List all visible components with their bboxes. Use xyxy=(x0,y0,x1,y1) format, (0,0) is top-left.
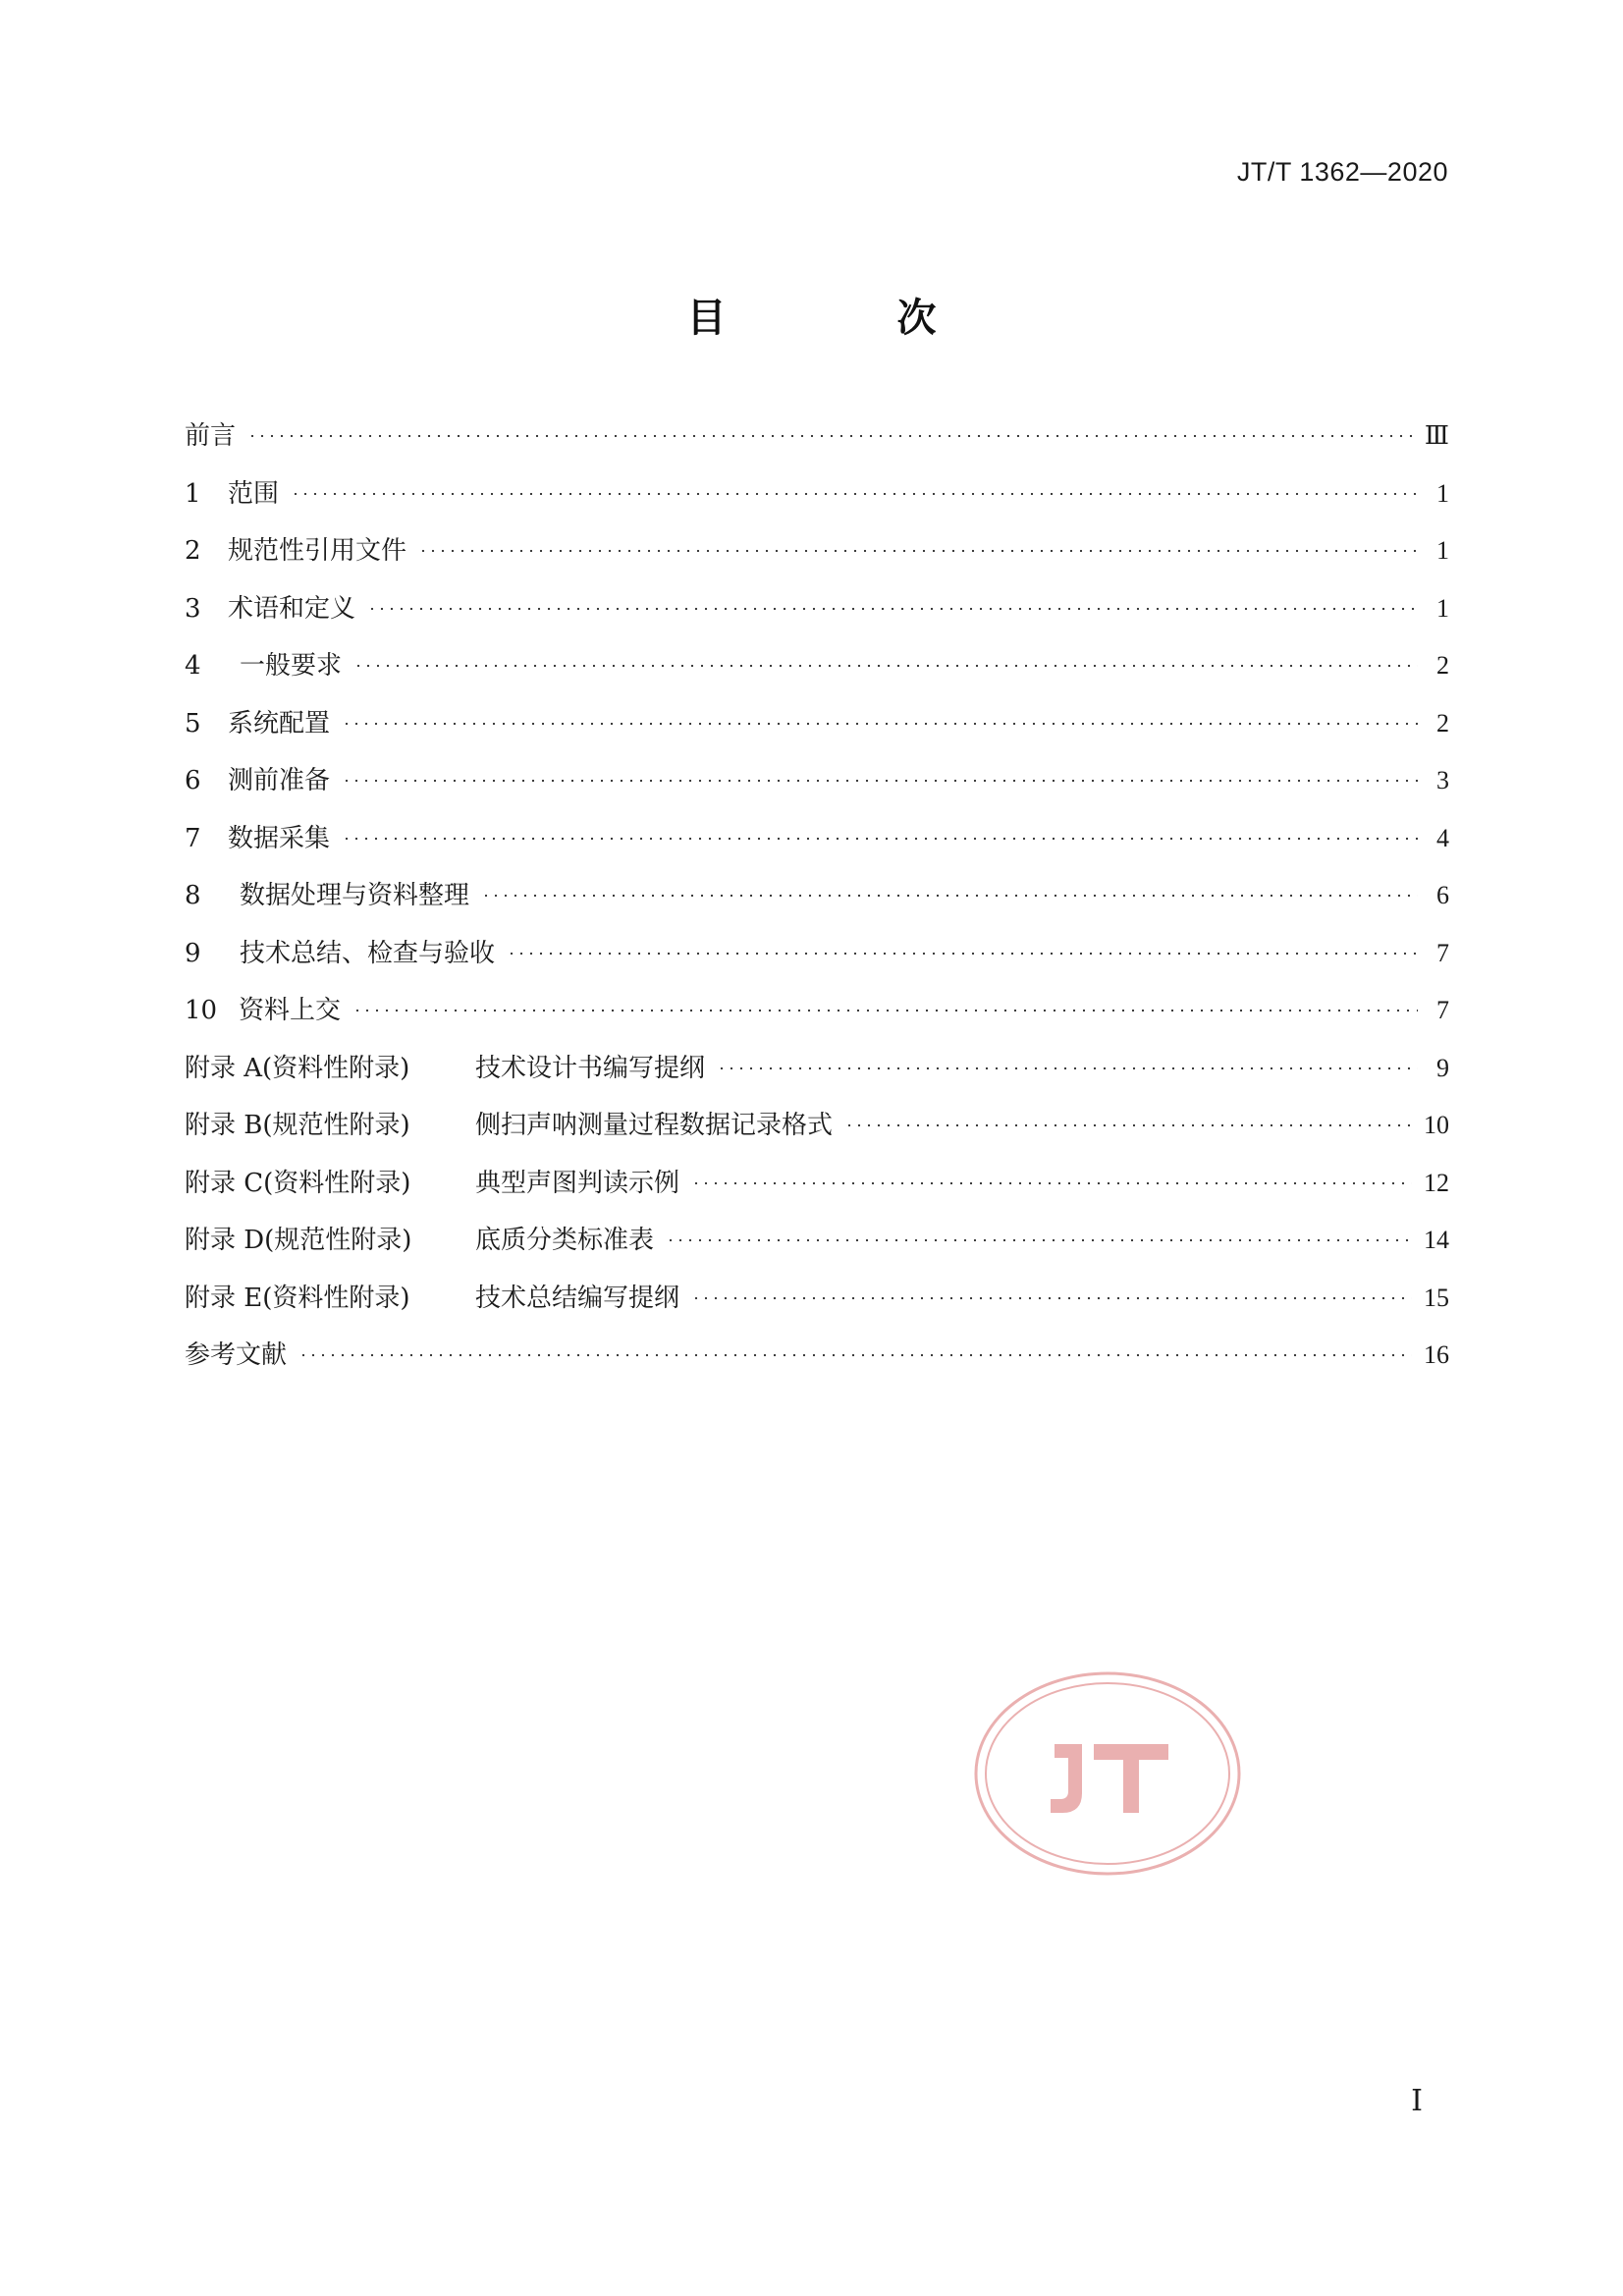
dot-leader xyxy=(691,1296,1412,1300)
dot-leader xyxy=(481,894,1418,898)
toc-entry-label: 系统配置 xyxy=(228,708,331,738)
toc-entry-number: 1 xyxy=(185,478,201,509)
toc-entry-page: 10 xyxy=(1424,1111,1449,1139)
toc-entry-number: 7 xyxy=(185,823,201,853)
dot-leader xyxy=(342,837,1418,841)
toc-entry-number: 3 xyxy=(185,593,201,624)
toc-entry-label: 底质分类标准表 xyxy=(475,1226,655,1255)
toc-entry-page: Ⅲ xyxy=(1424,421,1449,450)
toc-entry-number: 6 xyxy=(185,766,201,795)
toc-entry-appendix-e[interactable] xyxy=(185,1283,1449,1340)
toc-entry-label: 资料上交 xyxy=(239,996,342,1025)
toc-entry-page: 9 xyxy=(1436,1053,1449,1082)
dot-leader xyxy=(367,607,1418,611)
toc-entry-page: 14 xyxy=(1424,1226,1449,1254)
appendix-prefix: 附录 C(资料性附录) xyxy=(185,1168,411,1198)
appendix-prefix: 附录 B(规范性附录) xyxy=(185,1111,410,1140)
toc-entry-label: 技术总结、检查与验收 xyxy=(240,938,496,968)
toc-entry-label: 技术设计书编写提纲 xyxy=(475,1053,706,1083)
toc-entry-page: 2 xyxy=(1436,708,1449,738)
dot-leader xyxy=(291,492,1418,496)
toc-entry-page: 1 xyxy=(1436,478,1449,508)
page-title: 目 次 xyxy=(686,296,1015,341)
toc-entry-technical-summary[interactable] xyxy=(185,938,1449,996)
dot-leader xyxy=(717,1066,1418,1070)
toc-entry-page: 12 xyxy=(1424,1168,1449,1197)
toc-entry-label: 术语和定义 xyxy=(228,593,356,624)
toc-entry-appendix-c[interactable] xyxy=(185,1168,1449,1226)
toc-entry-page: 7 xyxy=(1436,938,1449,967)
dot-leader xyxy=(691,1181,1412,1185)
toc-entry-label: 数据采集 xyxy=(228,823,331,853)
toc-entry-appendix-a[interactable] xyxy=(185,1053,1449,1111)
stamp-letter-j xyxy=(1051,1744,1082,1813)
toc-entry-data-acquisition[interactable] xyxy=(185,823,1449,881)
toc-entry-pre-survey-preparation[interactable] xyxy=(185,765,1449,823)
toc-entry-general-requirements[interactable] xyxy=(185,650,1449,708)
toc-entry-system-configuration[interactable] xyxy=(185,708,1449,766)
dot-leader xyxy=(342,779,1418,783)
toc-entry-terms-definitions[interactable] xyxy=(185,593,1449,651)
toc-entry-data-submission[interactable] xyxy=(185,995,1449,1053)
toc-entry-page: 16 xyxy=(1424,1340,1449,1369)
toc-entry-label: 技术总结编写提纲 xyxy=(475,1283,680,1313)
toc-entry-label: 侧扫声呐测量过程数据记录格式 xyxy=(475,1111,834,1140)
stamp-letter-t xyxy=(1094,1744,1168,1813)
stamp-graphic xyxy=(972,1669,1243,1878)
toc-entry-page: 1 xyxy=(1436,593,1449,623)
toc-entry-number: 8 xyxy=(185,881,201,910)
toc-entry-number: 5 xyxy=(185,708,201,738)
toc-entry-data-processing[interactable] xyxy=(185,880,1449,938)
toc-entry-number: 9 xyxy=(185,938,201,968)
page-number: Ⅰ xyxy=(1411,2085,1423,2117)
dot-leader xyxy=(353,664,1418,668)
table-of-contents xyxy=(185,420,1449,1397)
toc-entry-page: 3 xyxy=(1436,766,1449,794)
stamp-outer-ring xyxy=(976,1673,1239,1874)
toc-entry-page: 15 xyxy=(1424,1283,1449,1312)
toc-entry-label: 前言 xyxy=(185,421,237,451)
appendix-prefix: 附录 D(规范性附录) xyxy=(185,1226,412,1255)
toc-entry-label: 典型声图判读示例 xyxy=(475,1168,680,1198)
toc-entry-number: 10 xyxy=(185,996,218,1025)
appendix-prefix: 附录 E(资料性附录) xyxy=(185,1283,410,1313)
toc-entry-label: 范围 xyxy=(228,478,280,509)
dot-leader xyxy=(298,1353,1412,1357)
dot-leader xyxy=(352,1009,1418,1012)
dot-leader xyxy=(507,952,1418,956)
toc-entry-label: 测前准备 xyxy=(228,766,331,795)
dot-leader xyxy=(844,1123,1412,1127)
toc-entry-number: 4 xyxy=(185,651,201,681)
toc-entry-page: 6 xyxy=(1436,881,1449,909)
toc-entry-number: 2 xyxy=(185,536,201,566)
toc-entry-appendix-b[interactable] xyxy=(185,1110,1449,1168)
toc-entry-page: 1 xyxy=(1436,536,1449,565)
dot-leader xyxy=(418,549,1418,553)
toc-entry-scope[interactable] xyxy=(185,478,1449,536)
toc-entry-label: 规范性引用文件 xyxy=(228,536,407,566)
dot-leader xyxy=(342,722,1418,726)
dot-leader xyxy=(247,434,1413,438)
dot-leader xyxy=(666,1238,1412,1242)
toc-entry-normative-references[interactable] xyxy=(185,535,1449,593)
toc-entry-bibliography[interactable] xyxy=(185,1339,1449,1397)
toc-entry-foreword[interactable] xyxy=(185,420,1449,478)
jt-watermark-stamp xyxy=(972,1669,1243,1878)
toc-entry-page: 4 xyxy=(1436,823,1449,852)
toc-entry-appendix-d[interactable] xyxy=(185,1225,1449,1283)
toc-entry-label: 参考文献 xyxy=(185,1340,288,1370)
toc-entry-label: 数据处理与资料整理 xyxy=(240,881,470,910)
document-code: JT/T 1362—2020 xyxy=(1236,157,1448,187)
appendix-prefix: 附录 A(资料性附录) xyxy=(185,1053,410,1083)
toc-entry-page: 2 xyxy=(1436,651,1449,680)
toc-entry-page: 7 xyxy=(1436,996,1449,1024)
toc-entry-label: 一般要求 xyxy=(240,651,343,681)
stamp-inner-ring xyxy=(986,1683,1229,1864)
